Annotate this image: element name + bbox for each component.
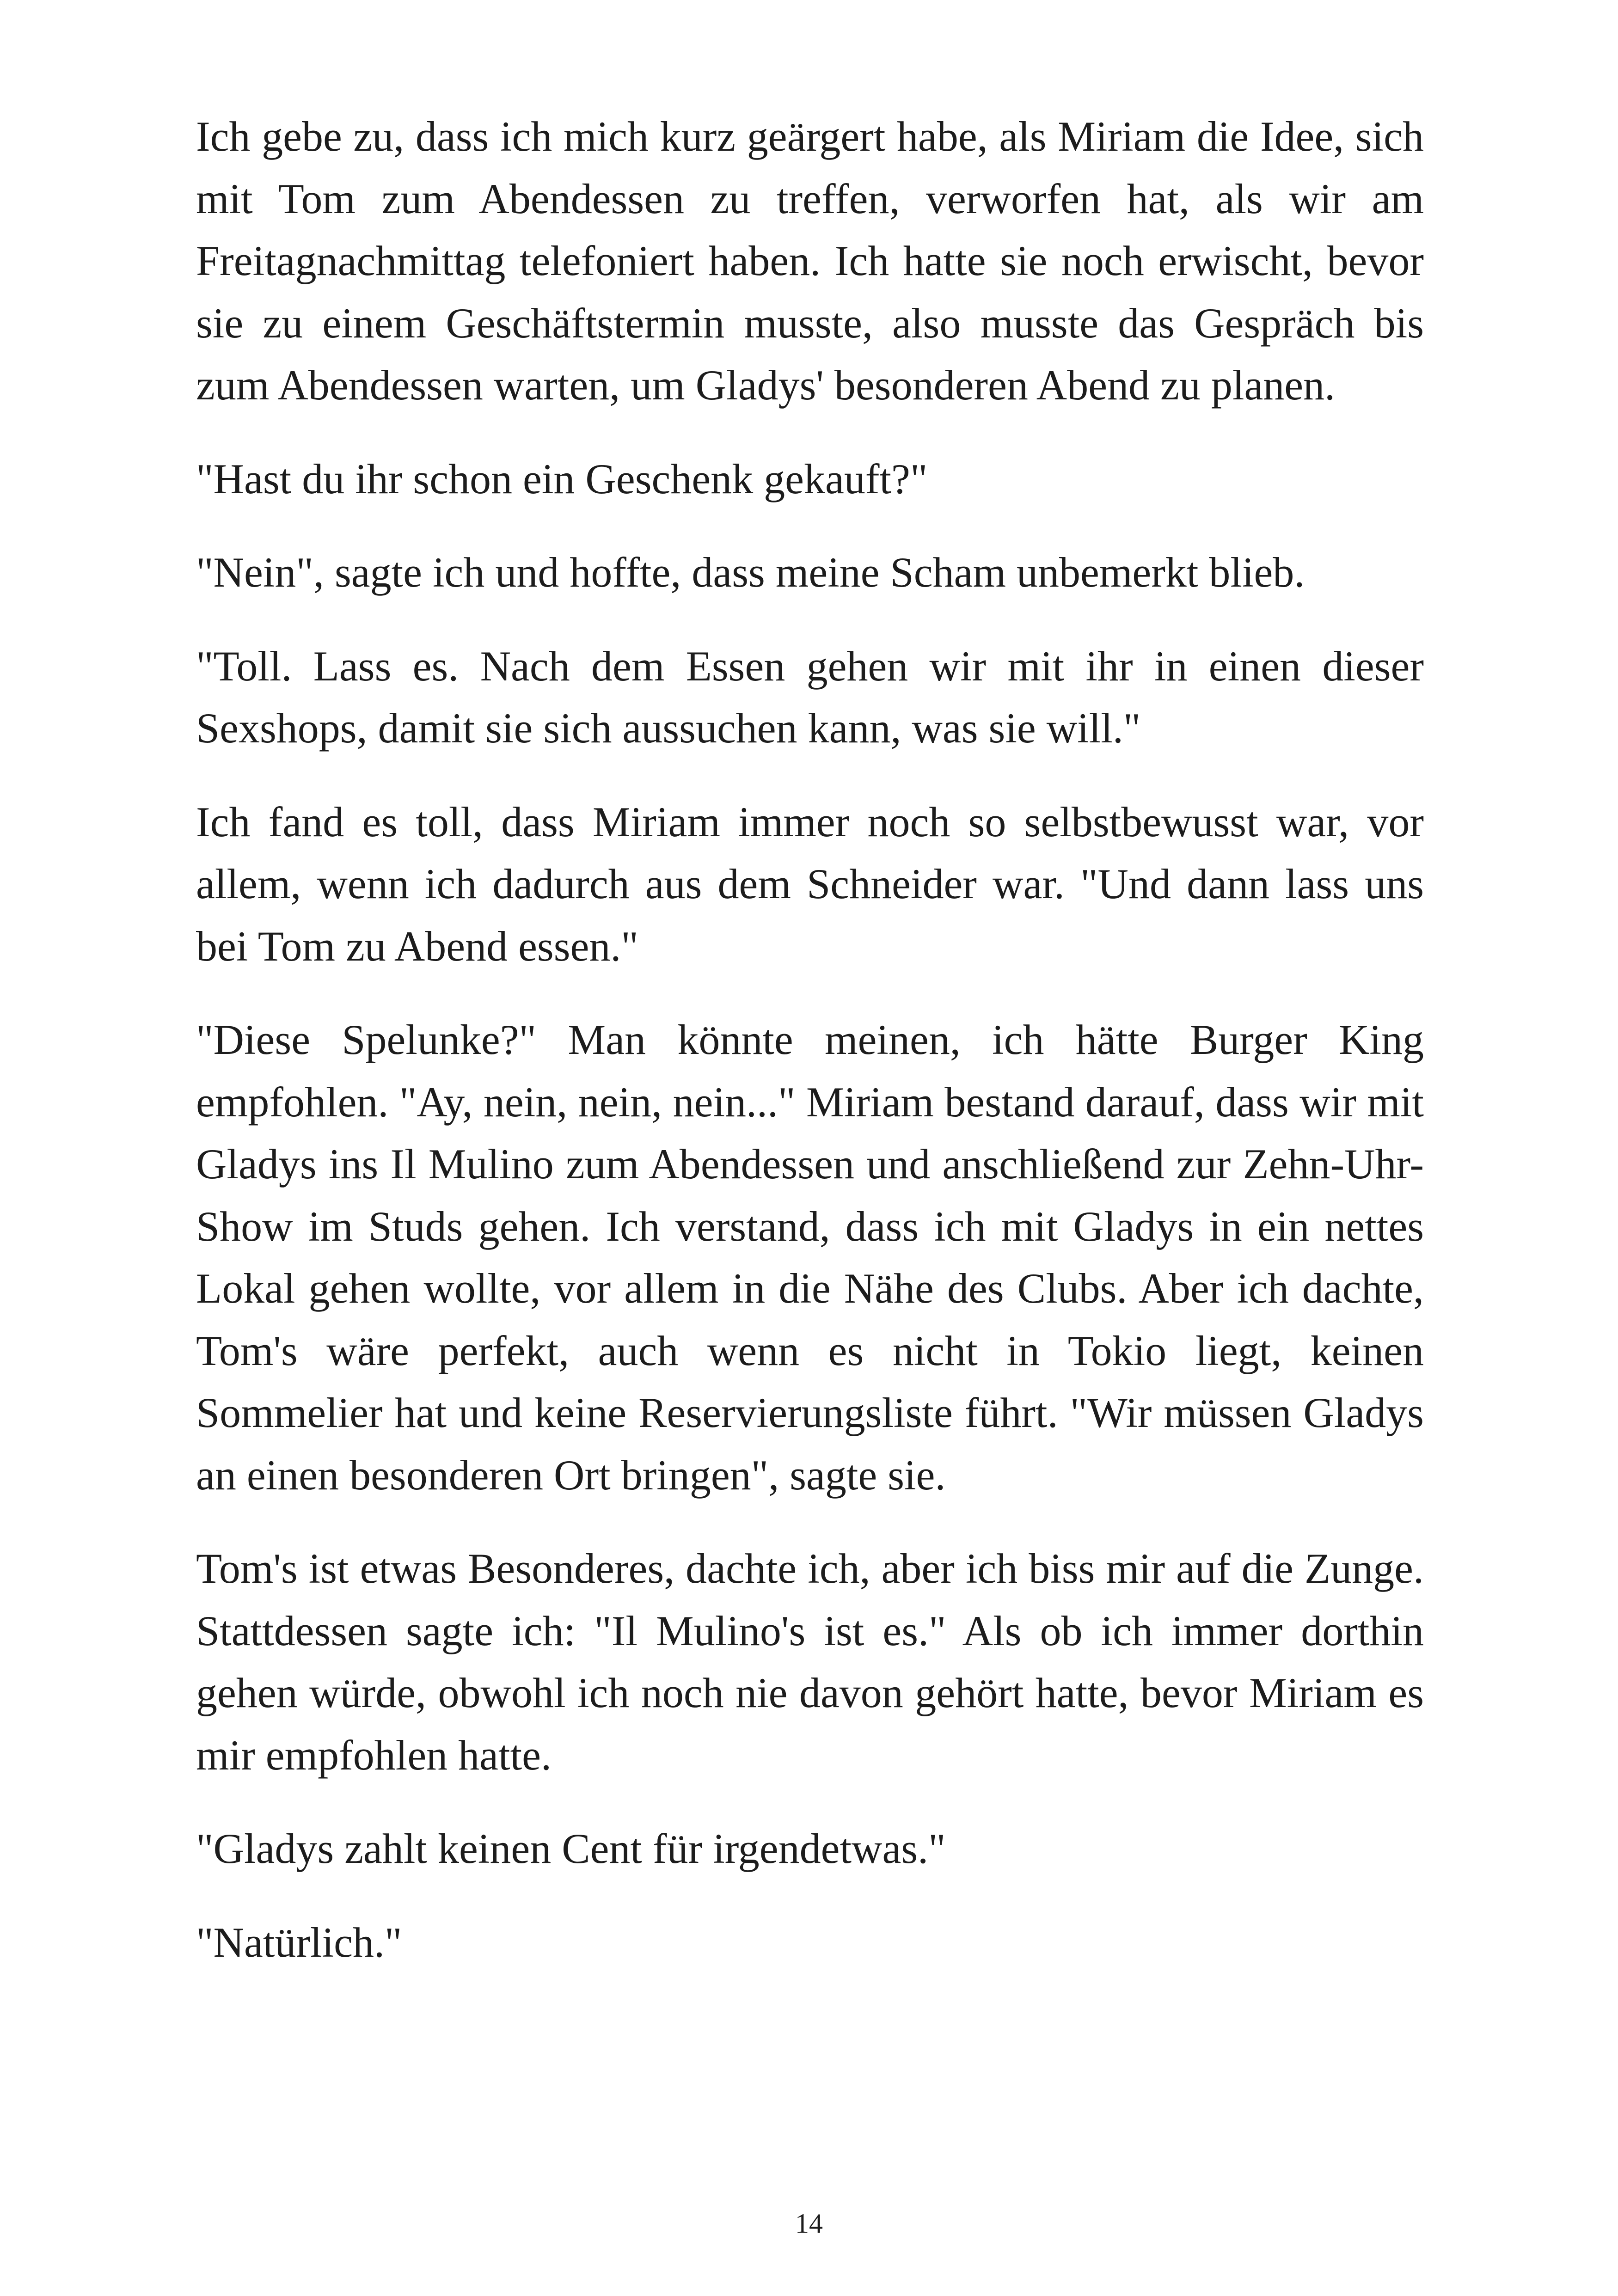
paragraph-3: "Nein", sagte ich und hoffte, dass meine Scham unbemerkt blieb. — [196, 549, 1305, 596]
body-text — [196, 105, 1424, 2005]
paragraph-2: "Hast du ihr schon ein Geschenk gekauft?" — [196, 455, 928, 502]
paragraph-9: "Natürlich." — [196, 1918, 402, 1966]
paragraph-8: "Gladys zahlt keinen Cent für irgendetwas." — [196, 1825, 946, 1872]
paragraph-4: "Toll. Lass es. Nach dem Essen gehen wir mit ihr in einen dieser Sexshops, damit sie sich aussuchen kann, was sie will." — [196, 642, 1424, 752]
paragraph-1: Ich gebe zu, dass ich mich kurz geärgert habe, als Miriam die Idee, sich mit Tom zum Abendessen zu treffen, verworfen hat, als wir am Freitagnachmittag telefoniert haben. Ich hatte sie noch erwischt, bevor sie zu einem Geschäftstermin musste, also musste das Gespräch bis zum Abendessen warten, um Gladys' besonderen Abend zu planen. — [196, 113, 1424, 409]
page-number: 14 — [795, 2208, 823, 2239]
paragraph-7: Tom's ist etwas Besonderes, dachte ich, aber ich biss mir auf die Zunge. Stattdessen sagte ich: "Il Mulino's ist es." Als ob ich immer dorthin gehen würde, obwohl ich noch nie davon gehört hatte, bevor Miriam es mir empfohlen hatte. — [196, 1545, 1424, 1779]
paragraph-5: Ich fand es toll, dass Miriam immer noch so selbstbewusst war, vor allem, wenn ich dadurch aus dem Schneider war. "Und dann lass uns bei Tom zu Abend essen." — [196, 798, 1424, 970]
paragraph-6: "Diese Spelunke?" Man könnte meinen, ich hätte Burger King empfohlen. "Ay, nein, nein, nein..." Miriam bestand darauf, dass wir mit Gladys ins Il Mulino zum Abendessen und anschließend zur Zehn-Uhr-Show im Studs gehen. Ich verstand, dass ich mit Gladys in ein nettes Lokal gehen wollte, vor allem in die Nähe des Clubs. Aber ich dachte, Tom's wäre perfekt, auch wenn es nicht in Tokio liegt, keinen Sommelier hat und keine Reservierungsliste führt. "Wir müssen Gladys an einen besonderen Ort bringen", sagte sie. — [196, 1016, 1424, 1499]
